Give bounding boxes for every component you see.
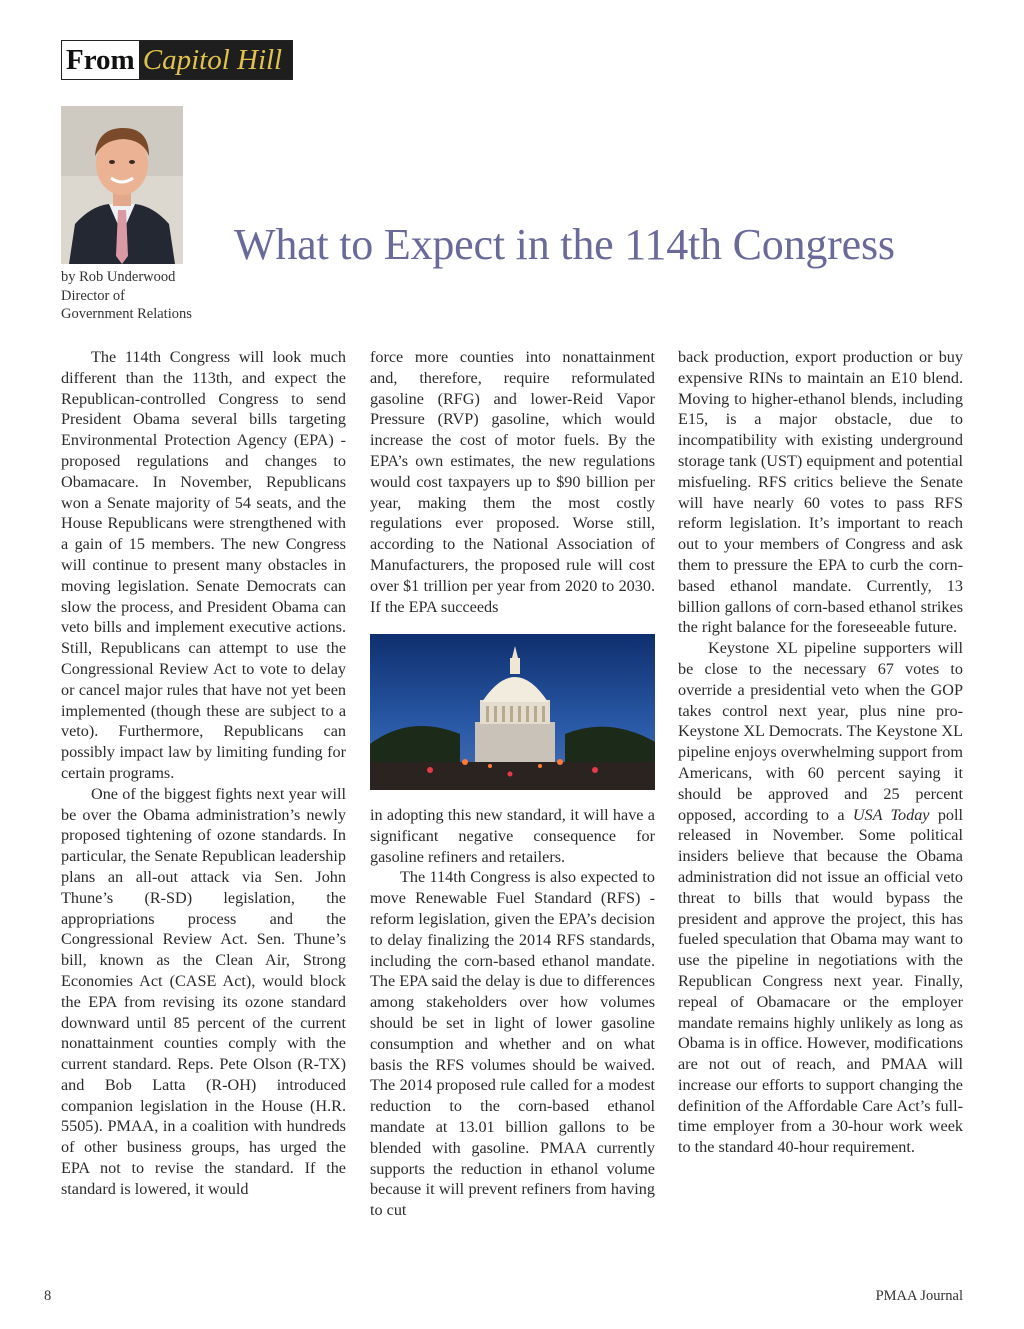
paragraph: The 114th Congress is also expected to move Renewable Fuel Standard (RFS) -reform legislation, given the EPA’s decision to delay finalizing the 2014 RFS standards, including the corn-based ethanol mandate. The EPA said the delay is due to differences among stakeholders over how volumes should be set in light of lower gasoline consumption and whether and on what basis the RFS volumes should be waived. The 2014 proposed rule called for a modest reduction to the corn-based ethanol mandate at 13.01 billion gallons to be blended with gasoline. PMAA currently supports the reduction in ethanol volume because it will prevent refiners from having to cut	[370, 868, 656, 1220]
paragraph: The 114th Congress will look much different than the 113th, and expect the Republican-controlled Congress to send President Obama several bills targeting Environmental Protection Agency (EPA) -proposed regulations and changes to Obamacare. In November, Republicans won a Senate majority of 54 seats, and the House Republicans were strengthened with a gain of 15 members. The new Congress will continue to present many obstacles in moving legislation. Senate Democrats can slow the process, and President Obama can veto bills and implement executive actions. Still, Republicans can attempt to use the Congressional Review Act to vote to delay or cancel major rules that have not yet been implemented (though these are subject to a veto). Furthermore, Republicans can possibly impact law by limiting funding for certain programs.	[61, 348, 346, 782]
paragraph-text: Keystone XL pipeline supporters will be close to the necessary 67 votes to override a presidential veto when the GOP takes control next year, plus nine pro-Keystone XL Democrats. The Keystone XL pipeline enjoys overwhelming support from Americans, with 60 percent saying it should be approved and 25 percent opposed, according to a	[678, 639, 963, 824]
article-column-2-continued	[370, 805, 655, 1221]
article-column-1	[61, 347, 346, 1200]
article-column-2	[370, 347, 655, 617]
paragraph: back production, export production or buy expensive RINs to maintain an E10 blend. Moving to higher-ethanol blends, including E15, is a major obstacle, due to incompatibility with existing underground storage tank (UST) equipment and potential misfueling. RFS critics believe the Senate will have nearly 60 votes to pass RFS reform legislation. It’s important to reach out to your members of Congress and ask them to pressure the EPA to curb the corn-based ethanol mandate. Currently, 13 billion gallons of corn-based ethanol strikes the right balance for the foreseeable future.	[678, 348, 963, 637]
article-column-3	[678, 347, 963, 1158]
byline-author: by Rob Underwood	[61, 269, 176, 285]
section-tag	[61, 40, 293, 80]
section-tag-name: Capitol Hill	[139, 41, 292, 79]
publication-name: USA Today	[852, 805, 930, 824]
capitol-photo	[370, 634, 655, 790]
byline-title-2: Government Relations	[61, 306, 192, 322]
paragraph	[678, 638, 963, 1158]
journal-name: PMAA Journal	[875, 1288, 963, 1304]
capitol-building-image	[370, 634, 655, 790]
article-headline: What to Expect in the 114th Congress	[234, 220, 895, 269]
byline-title-1: Director of	[61, 287, 126, 304]
author-portrait-image	[61, 106, 183, 264]
paragraph: in adopting this new standard, it will have a significant negative consequence for gasoline refiners and retailers.	[370, 806, 655, 866]
page-number: 8	[44, 1288, 52, 1304]
section-tag-from: From	[62, 41, 139, 79]
byline	[61, 268, 192, 324]
paragraph: force more counties into nonattainment and, therefore, require reformulated gasoline (RFG) and lower-Reid Vapor Pressure (RVP) gasoline, which would increase the cost of motor fuels. By the EPA’s own estimates, the new regulations would cost taxpayers up to $90 billion per year, making them the most costly regulations ever proposed. Worse still, according to the National Association of Manufacturers, the proposed rule will cost over $1 trillion per year from 2020 to 2030. If the EPA succeeds	[370, 348, 655, 616]
author-photo	[61, 106, 183, 264]
paragraph-text: poll released in November. Some political insiders believe that because the Obama administration did not issue an official veto threat to bills that would bypass the president and approve the project, this has fueled speculation that Obama may want to use the pipeline in negotiations with the Republican Congress next year. Finally, repeal of Obamacare or the employer mandate remains highly unlikely as long as Obama is in office. However, modifications are not out of reach, and PMAA will increase our efforts to support changing the definition of the Affordable Care Act’s full-time employer from a 30-hour work week to the standard 40-hour requirement.	[678, 805, 963, 1157]
paragraph: One of the biggest fights next year will be over the Obama administration’s newly proposed tightening of ozone standards. In particular, the Senate Republican leadership plans an all-out attack via Sen. John Thune’s (R-SD) legislation, the appropriations process and the Congressional Review Act. Sen. Thune’s bill, known as the Clean Air, Strong Economies Act (CASE Act), would block the EPA from revising its ozone standard downward until 85 percent of the current nonattainment counties comply with the current standard. Reps. Pete Olson (R-TX) and Bob Latta (R-OH) introduced companion legislation in the House (H.R. 5505). PMAA, in a coalition with hundreds of other business groups, has urged the EPA not to revise the standard. If the standard is lowered, it would	[61, 784, 346, 1198]
